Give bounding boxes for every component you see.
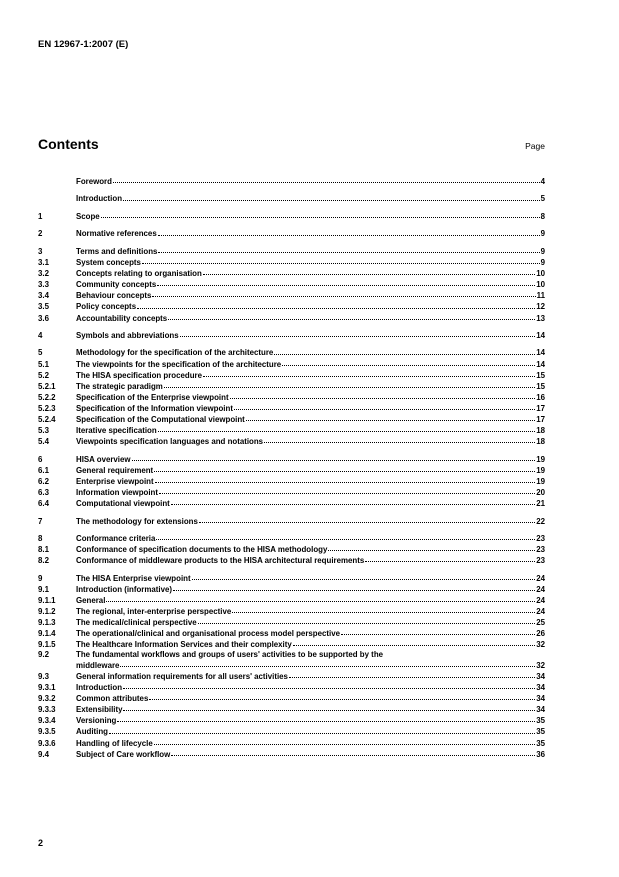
toc-entry-page: 4 xyxy=(540,177,545,186)
toc-entry-title: Extensibility xyxy=(76,705,123,715)
toc-entry-title: Accountability concepts xyxy=(76,313,168,323)
toc-entry-title: Auditing xyxy=(76,727,108,737)
toc-entry-number: 9.3.5 xyxy=(38,727,56,737)
toc-entry-number: 5.4 xyxy=(38,437,49,447)
toc-entry-page: 35 xyxy=(536,716,545,726)
dot-leader xyxy=(120,665,535,667)
toc-entry-page: 19 xyxy=(536,465,545,475)
dot-leader xyxy=(123,687,535,689)
toc-entry[interactable] xyxy=(38,279,545,290)
toc-entry-page: 13 xyxy=(536,313,545,323)
toc-entry-page: 24 xyxy=(536,584,545,594)
toc-entry[interactable] xyxy=(38,290,545,301)
toc-entry-title: middleware xyxy=(76,660,120,670)
dot-leader xyxy=(274,353,535,355)
toc-entry-title: General requirement xyxy=(76,465,154,475)
toc-entry-title: Concepts relating to organisation xyxy=(76,269,202,279)
toc-entry-page: 24 xyxy=(536,595,545,605)
toc-entry-number: 5.3 xyxy=(38,426,49,436)
dot-leader xyxy=(137,307,535,309)
toc-entry-page: 17 xyxy=(536,403,545,413)
toc-entry-page: 34 xyxy=(536,671,545,681)
toc-entry[interactable] xyxy=(38,628,545,639)
toc-entry-number: 9.1.1 xyxy=(38,595,56,605)
page-column-label: Page xyxy=(525,141,545,151)
toc-entry-title: Conformance criteria xyxy=(76,534,156,544)
dot-leader xyxy=(341,633,535,635)
toc-entry-page: 11 xyxy=(536,291,545,301)
dot-leader xyxy=(152,295,535,297)
toc-entry-page: 32 xyxy=(536,640,545,650)
toc-entry-page: 15 xyxy=(536,381,545,391)
toc-entry-number: 9.1 xyxy=(38,584,49,594)
toc-entry-title: Specification of the Enterprise viewpoint xyxy=(76,392,229,402)
dot-leader xyxy=(180,335,536,337)
toc-entry-title: Conformance of specification documents to the HISA methodology xyxy=(76,545,328,555)
toc-entry[interactable] xyxy=(38,650,545,660)
toc-entry[interactable] xyxy=(38,639,545,650)
dot-leader xyxy=(199,521,535,523)
toc-entry-number: 9.4 xyxy=(38,749,49,759)
toc-entry[interactable] xyxy=(38,370,545,381)
toc-entry-number: 9.1.3 xyxy=(38,618,56,628)
toc-entry-number: 6.4 xyxy=(38,499,49,509)
dot-leader xyxy=(246,419,535,421)
toc-entry-number: 3.6 xyxy=(38,313,49,323)
dot-leader xyxy=(293,644,535,646)
toc-entry-page: 18 xyxy=(536,426,545,436)
dot-leader xyxy=(123,199,540,201)
toc-entry-page: 5 xyxy=(540,194,545,204)
dot-leader xyxy=(123,709,535,711)
toc-entry[interactable] xyxy=(38,176,545,187)
dot-leader xyxy=(158,234,540,236)
dot-leader xyxy=(234,408,535,410)
toc-entry-number: 6.2 xyxy=(38,476,49,486)
toc-entry-number: 9.1.2 xyxy=(38,607,56,616)
toc-entry-title: The Healthcare Information Services and their complexity xyxy=(76,640,292,650)
toc-entry-title: Specification of the Information viewpoint xyxy=(76,403,233,413)
toc-entry[interactable] xyxy=(38,313,545,324)
toc-entry-title: Policy concepts xyxy=(76,302,137,312)
toc-entry-page: 14 xyxy=(536,359,545,369)
toc-entry-number: 6 xyxy=(38,454,43,464)
toc-entry[interactable] xyxy=(38,660,545,671)
toc-entry-page: 9 xyxy=(540,258,545,268)
toc-entry-number: 8 xyxy=(38,534,43,544)
dot-leader xyxy=(164,386,535,388)
toc-entry-number: 9.3.4 xyxy=(38,716,56,726)
dot-leader xyxy=(149,698,535,700)
toc-entry-number: 5.2.3 xyxy=(38,403,56,413)
toc-entry-title: Foreword xyxy=(76,177,112,186)
toc-entry-title: Behaviour concepts xyxy=(76,291,152,301)
dot-leader xyxy=(101,216,540,218)
toc-entry[interactable] xyxy=(38,671,545,682)
dot-leader xyxy=(154,470,535,472)
toc-entry[interactable] xyxy=(38,595,545,606)
toc-entry-number: 3.4 xyxy=(38,291,49,301)
dot-leader xyxy=(173,589,535,591)
dot-leader xyxy=(232,611,535,613)
toc-entry[interactable] xyxy=(38,738,545,749)
toc-entry-number: 9.3.1 xyxy=(38,683,56,693)
dot-leader xyxy=(106,600,535,602)
toc-entry-title: Enterprise viewpoint xyxy=(76,476,154,486)
toc-entry-title: The methodology for extensions xyxy=(76,516,198,526)
dot-leader xyxy=(203,375,535,377)
toc-entry-number: 4 xyxy=(38,330,43,340)
dot-leader xyxy=(155,481,536,483)
toc-entry-title: The operational/clinical and organisational process model perspective xyxy=(76,629,340,639)
toc-entry-number: 3 xyxy=(38,246,43,256)
toc-entry-title: Handling of lifecycle xyxy=(76,738,153,748)
dot-leader xyxy=(192,578,536,580)
toc-entry-number: 6.3 xyxy=(38,487,49,497)
toc-entry-page: 10 xyxy=(536,280,545,290)
toc-entry-title: The medical/clinical perspective xyxy=(76,618,197,628)
toc-entry-page: 17 xyxy=(536,415,545,425)
toc-entry-page: 10 xyxy=(536,269,545,279)
dot-leader xyxy=(156,538,535,540)
dot-leader xyxy=(142,262,540,264)
dot-leader xyxy=(117,720,535,722)
toc-entry-title: System concepts xyxy=(76,258,141,268)
toc-entry-title: Introduction xyxy=(76,683,123,693)
dot-leader xyxy=(171,503,535,505)
toc-entry-title: Specification of the Computational viewpoint xyxy=(76,415,245,425)
toc-entry-page: 19 xyxy=(536,454,545,464)
toc-entry-page: 23 xyxy=(536,534,545,544)
toc-entry[interactable] xyxy=(38,498,545,509)
toc-entry-page: 25 xyxy=(536,618,545,628)
toc-entry-number: 9.1.5 xyxy=(38,640,56,650)
toc-entry-title: Normative references xyxy=(76,229,157,239)
toc-entry-page: 14 xyxy=(536,348,545,358)
toc-entry-title: Scope xyxy=(76,211,100,221)
toc-entry-page: 24 xyxy=(536,573,545,583)
toc-entry[interactable] xyxy=(38,347,545,358)
toc-entry-page: 9 xyxy=(540,246,545,256)
toc-entry-number: 5.2.1 xyxy=(38,381,56,391)
toc-entry[interactable] xyxy=(38,228,545,239)
toc-entry[interactable] xyxy=(38,487,545,498)
dot-leader xyxy=(230,397,536,399)
toc-entry[interactable] xyxy=(38,211,545,222)
dot-leader xyxy=(132,459,536,461)
toc-entry-page: 20 xyxy=(536,487,545,497)
toc-entry-number: 5 xyxy=(38,348,43,358)
table-of-contents xyxy=(38,176,545,760)
toc-entry-title: The regional, inter-enterprise perspective xyxy=(76,607,232,616)
toc-entry-title: Symbols and abbreviations xyxy=(76,330,179,340)
toc-entry[interactable] xyxy=(38,715,545,726)
toc-entry[interactable] xyxy=(38,682,545,693)
toc-entry-number: 9.1.4 xyxy=(38,629,56,639)
toc-entry-page: 18 xyxy=(536,437,545,447)
toc-entry[interactable] xyxy=(38,359,545,370)
toc-entry-page: 26 xyxy=(536,629,545,639)
toc-entry[interactable] xyxy=(38,403,545,414)
dot-leader xyxy=(159,492,535,494)
toc-entry-number: 9.3.3 xyxy=(38,705,56,715)
toc-entry-number: 9 xyxy=(38,573,43,583)
toc-entry[interactable] xyxy=(38,392,545,403)
dot-leader xyxy=(328,549,535,551)
toc-entry-number: 3.5 xyxy=(38,302,49,312)
toc-entry-page: 34 xyxy=(536,683,545,693)
toc-entry-page: 22 xyxy=(536,516,545,526)
toc-entry-number: 1 xyxy=(38,211,43,221)
toc-entry[interactable] xyxy=(38,555,545,566)
toc-entry[interactable] xyxy=(38,246,545,257)
toc-entry[interactable] xyxy=(38,544,545,555)
toc-entry-title: Computational viewpoint xyxy=(76,499,170,509)
dot-leader xyxy=(282,364,535,366)
toc-entry-number: 2 xyxy=(38,229,43,239)
dot-leader xyxy=(109,732,535,734)
dot-leader xyxy=(157,284,535,286)
toc-entry-title: The HISA Enterprise viewpoint xyxy=(76,573,191,583)
toc-entry-number: 9.3.6 xyxy=(38,738,56,748)
toc-entry[interactable] xyxy=(38,193,545,204)
toc-entry[interactable] xyxy=(38,425,545,436)
toc-entry-title: The strategic paradigm xyxy=(76,381,163,391)
dot-leader xyxy=(113,181,540,183)
toc-entry[interactable] xyxy=(38,693,545,704)
toc-entry-page: 34 xyxy=(536,705,545,715)
toc-entry-page: 32 xyxy=(536,660,545,670)
toc-entry-title: HISA overview xyxy=(76,454,131,464)
toc-entry-number: 3.3 xyxy=(38,280,49,290)
dot-leader xyxy=(158,251,539,253)
dot-leader xyxy=(198,622,536,624)
toc-entry-title: Terms and definitions xyxy=(76,246,158,256)
dot-leader xyxy=(365,560,535,562)
toc-entry[interactable] xyxy=(38,268,545,279)
toc-entry-number: 5.2.2 xyxy=(38,392,56,402)
toc-entry-title: The HISA specification procedure xyxy=(76,370,202,380)
toc-entry-page: 9 xyxy=(540,229,545,239)
toc-entry-title: The viewpoints for the specification of the architecture xyxy=(76,359,282,369)
toc-entry-number: 9.3 xyxy=(38,671,49,681)
toc-entry-title: Introduction xyxy=(76,194,123,204)
toc-entry[interactable] xyxy=(38,436,545,447)
toc-entry[interactable] xyxy=(38,516,545,527)
document-identifier: EN 12967-1:2007 (E) xyxy=(38,39,129,50)
toc-entry-page: 23 xyxy=(536,556,545,566)
toc-entry-number: 3.2 xyxy=(38,269,49,279)
dot-leader xyxy=(264,441,535,443)
toc-entry-title: Introduction (informative) xyxy=(76,584,172,594)
toc-entry-number: 9.2 xyxy=(38,650,49,660)
toc-entry-page: 36 xyxy=(536,749,545,759)
toc-entry[interactable] xyxy=(38,726,545,737)
dot-leader xyxy=(289,676,535,678)
toc-entry-page: 12 xyxy=(536,302,545,312)
toc-entry-number: 5.2.4 xyxy=(38,415,56,425)
dot-leader xyxy=(168,318,535,320)
toc-entry-number: 3.1 xyxy=(38,258,49,268)
contents-heading: Contents xyxy=(38,136,99,152)
toc-entry-page: 35 xyxy=(536,738,545,748)
toc-entry-page: 21 xyxy=(536,499,545,509)
toc-entry-number: 8.2 xyxy=(38,556,49,566)
toc-entry-title: Community concepts xyxy=(76,280,157,290)
dot-leader xyxy=(154,743,535,745)
toc-entry-number: 8.1 xyxy=(38,545,49,555)
toc-entry-page: 23 xyxy=(536,545,545,555)
toc-entry-title: The fundamental workflows and groups of users' activities to be supported by the xyxy=(76,650,384,660)
toc-entry[interactable] xyxy=(38,606,545,617)
toc-entry-number: 7 xyxy=(38,516,43,526)
toc-entry[interactable] xyxy=(38,704,545,715)
toc-entry-page: 24 xyxy=(536,607,545,616)
toc-entry[interactable] xyxy=(38,465,545,476)
toc-entry-number: 6.1 xyxy=(38,465,49,475)
toc-entry-number: 5.1 xyxy=(38,359,49,369)
toc-entry-number: 5.2 xyxy=(38,370,49,380)
toc-entry-page: 34 xyxy=(536,694,545,704)
toc-entry[interactable] xyxy=(38,257,545,268)
toc-entry-title: Common attributes xyxy=(76,694,149,704)
toc-entry[interactable] xyxy=(38,584,545,595)
toc-entry[interactable] xyxy=(38,414,545,425)
toc-entry-title: General information requirements for all users' activities xyxy=(76,671,288,681)
toc-entry[interactable] xyxy=(38,573,545,584)
toc-entry[interactable] xyxy=(38,454,545,465)
toc-entry-title: General xyxy=(76,595,106,605)
footer-page-number: 2 xyxy=(38,838,44,848)
toc-entry[interactable] xyxy=(38,476,545,487)
toc-entry-number: 9.3.2 xyxy=(38,694,56,704)
toc-entry[interactable] xyxy=(38,330,545,341)
toc-entry-title: Versioning xyxy=(76,716,117,726)
toc-entry[interactable] xyxy=(38,301,545,312)
toc-entry[interactable] xyxy=(38,617,545,628)
toc-entry-title: Viewpoints specification languages and notations xyxy=(76,437,264,447)
toc-entry-page: 16 xyxy=(536,392,545,402)
toc-entry-title: Subject of Care workflow xyxy=(76,749,171,759)
toc-entry-page: 19 xyxy=(536,476,545,486)
toc-entry[interactable] xyxy=(38,749,545,760)
toc-entry[interactable] xyxy=(38,381,545,392)
toc-entry-page: 35 xyxy=(536,727,545,737)
toc-entry-title: Information viewpoint xyxy=(76,487,158,497)
toc-entry-title: Methodology for the specification of the architecture xyxy=(76,348,274,358)
dot-leader xyxy=(171,754,535,756)
toc-entry-page: 14 xyxy=(536,330,545,340)
toc-entry-page: 8 xyxy=(540,211,545,221)
toc-entry-title: Conformance of middleware products to the HISA architectural requirements xyxy=(76,556,365,566)
toc-entry[interactable] xyxy=(38,533,545,544)
dot-leader xyxy=(203,273,535,275)
toc-entry-title: Iterative specification xyxy=(76,426,157,436)
dot-leader xyxy=(158,430,536,432)
toc-entry-page: 15 xyxy=(536,370,545,380)
